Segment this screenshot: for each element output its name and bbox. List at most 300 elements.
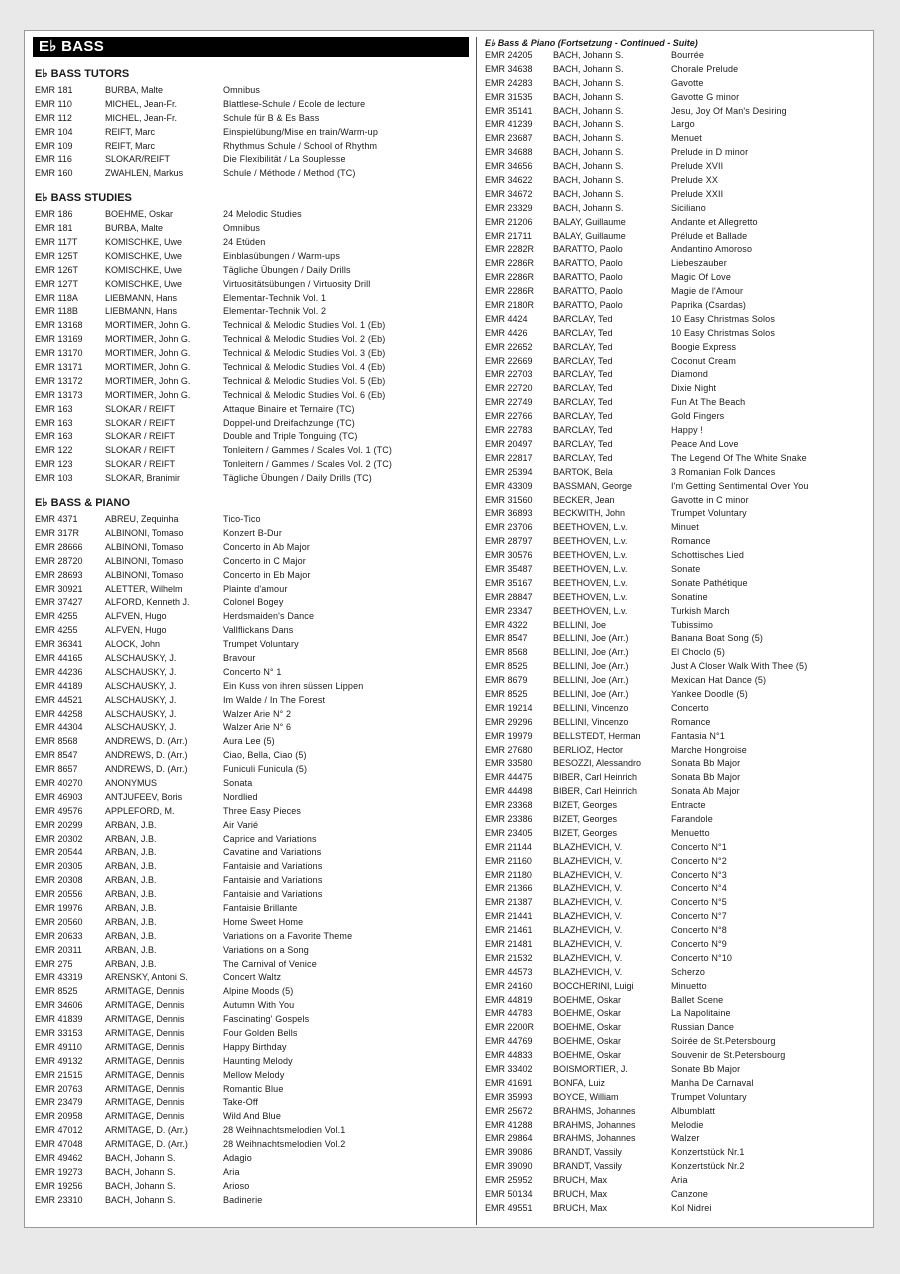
work-title: Just A Closer Walk With Thee (5) [671, 661, 808, 672]
work-title: Prélude et Ballade [671, 230, 748, 241]
catalog-entry [33, 84, 469, 98]
catalog-entry [33, 153, 469, 167]
catalog-entry [483, 882, 867, 896]
catalog-number: EMR 34622 [485, 175, 533, 186]
work-title: Virtuositätsübungen / Virtuosity Drill [223, 278, 371, 289]
composer-name: KOMISCHKE, Uwe [105, 237, 183, 248]
catalog-entry [483, 188, 867, 202]
catalog-number: EMR 117T [35, 237, 78, 248]
composer-name: BACH, Johann S. [553, 175, 624, 186]
catalog-number: EMR 125T [35, 250, 79, 261]
composer-name: BRAHMS, Johannes [553, 1119, 636, 1130]
catalog-entry [483, 105, 867, 119]
work-title: Sonate Bb Major [671, 1064, 741, 1075]
catalog-entry [33, 708, 469, 722]
catalog-entry [483, 77, 867, 91]
work-title: 28 Weihnachtsmelodien Vol.1 [223, 1125, 346, 1136]
work-title: Four Golden Bells [223, 1028, 298, 1038]
work-title: Concerto N° 1 [223, 666, 282, 677]
work-title: Technical & Melodic Studies Vol. 5 (Eb) [223, 375, 386, 386]
composer-name: ALFVEN, Hugo [105, 611, 167, 622]
work-title: Schule für B & Es Bass [223, 112, 320, 123]
work-title: I'm Getting Sentimental Over You [671, 480, 809, 491]
composer-name: ARMITAGE, Dennis [105, 1041, 185, 1052]
work-title: Bourrée [671, 50, 705, 60]
catalog-entry [483, 410, 867, 424]
catalog-number: EMR 28847 [485, 591, 533, 602]
composer-name: MORTIMER, John G. [105, 375, 191, 386]
catalog-number: EMR 49462 [35, 1153, 83, 1164]
composer-name: BACH, Johann S. [553, 91, 624, 102]
catalog-entry [483, 1202, 867, 1216]
work-title: Variations on a Favorite Theme [223, 930, 353, 941]
composer-name: ARMITAGE, Dennis [105, 1028, 185, 1038]
catalog-number: EMR 19976 [35, 902, 83, 913]
work-title: Herdsmaiden's Dance [223, 611, 315, 622]
catalog-number: EMR 21515 [35, 1069, 83, 1080]
work-title: Prelude XX [671, 175, 719, 186]
work-title: Schottisches Lied [671, 550, 745, 561]
catalog-entry [33, 389, 469, 403]
catalog-number: EMR 19256 [35, 1180, 83, 1191]
catalog-number: EMR 21532 [485, 952, 533, 963]
work-title: Tico-Tico [223, 514, 261, 525]
catalog-number: EMR 20308 [35, 875, 83, 886]
catalog-entry [33, 1124, 469, 1138]
catalog-entry [33, 472, 469, 486]
catalog-number: EMR 28666 [35, 541, 83, 552]
composer-name: BARTOK, Bela [553, 466, 613, 477]
catalog-entry [33, 278, 469, 292]
work-title: Fantaisie and Variations [223, 889, 323, 900]
work-title: Technical & Melodic Studies Vol. 1 (Eb) [223, 320, 386, 331]
catalog-number: EMR 275 [35, 958, 73, 969]
work-title: Doppel-und Dreifachzunge (TC) [223, 417, 355, 428]
composer-name: ARMITAGE, Dennis [105, 1111, 185, 1122]
catalog-number: EMR 20311 [35, 944, 82, 955]
work-title: Coconut Cream [671, 355, 736, 366]
work-title: Chorale Prelude [671, 63, 739, 74]
work-title: Einblasübungen / Warm-ups [223, 250, 340, 261]
catalog-entry [483, 257, 867, 271]
composer-name: BEETHOVEN, L.v. [553, 522, 628, 533]
catalog-entry [33, 305, 469, 319]
work-title: Dixie Night [671, 383, 717, 394]
composer-name: SLOKAR / REIFT [105, 445, 176, 456]
catalog-entry [483, 63, 867, 77]
work-title: Marche Hongroise [671, 744, 747, 755]
work-title: Andante et Allegretto [671, 216, 758, 227]
catalog-number: EMR 20299 [35, 819, 83, 830]
work-title: Konzertstück Nr.2 [671, 1161, 745, 1172]
catalog-number: EMR 123 [35, 459, 73, 470]
composer-name: ARBAN, J.B. [105, 861, 157, 872]
composer-name: ALSCHAUSKY, J. [105, 722, 177, 733]
catalog-number: EMR 8525 [35, 986, 78, 997]
continued-section-title: E♭ Bass & Piano (Fortsetzung - Continued - Suite) [485, 38, 698, 48]
catalog-entry [483, 674, 867, 688]
work-title: 24 Etüden [223, 237, 266, 248]
composer-name: BRUCH, Max [553, 1202, 608, 1213]
catalog-number: EMR 39090 [485, 1161, 533, 1172]
catalog-banner: E♭ BASS [33, 37, 469, 57]
work-title: Turkish March [671, 605, 730, 616]
catalog-entry [483, 577, 867, 591]
composer-name: SLOKAR/REIFT [105, 154, 171, 165]
composer-name: BARATTO, Paolo [553, 244, 623, 255]
work-title: Wild And Blue [223, 1111, 281, 1122]
work-title: Concerto N°9 [671, 939, 727, 949]
work-title: Concerto N°7 [671, 911, 727, 922]
composer-name: ALSCHAUSKY, J. [105, 666, 177, 677]
catalog-entry [483, 382, 867, 396]
column-divider [476, 37, 477, 1225]
catalog-number: EMR 2200R [485, 1022, 535, 1033]
section-title: E♭ BASS TUTORS [35, 68, 130, 80]
composer-name: MORTIMER, John G. [105, 334, 191, 345]
composer-name: BRANDT, Vassily [553, 1147, 622, 1158]
composer-name: ALBINONI, Tomaso [105, 541, 184, 552]
catalog-number: EMR 23368 [485, 800, 533, 811]
catalog-number: EMR 21481 [485, 939, 533, 949]
catalog-entry [33, 777, 469, 791]
composer-name: LIEBMANN, Hans [105, 292, 178, 303]
composer-name: BEETHOVEN, L.v. [553, 591, 628, 602]
composer-name: APPLEFORD, M. [105, 805, 175, 816]
catalog-number: EMR 44236 [35, 666, 83, 677]
catalog-number: EMR 110 [35, 98, 72, 109]
composer-name: BARCLAY, Ted [553, 438, 613, 449]
work-title: Three Easy Pieces [223, 805, 302, 816]
catalog-number: EMR 13171 [35, 362, 83, 373]
composer-name: BIZET, Georges [553, 827, 618, 838]
catalog-number: EMR 23347 [485, 605, 533, 616]
catalog-number: EMR 25394 [485, 466, 533, 477]
composer-name: ZWAHLEN, Markus [105, 168, 184, 179]
work-title: Konzert B-Dur [223, 527, 282, 538]
work-title: Concerto N°10 [671, 952, 733, 963]
catalog-number: EMR 23706 [485, 522, 533, 533]
work-title: Sonata Ab Major [671, 786, 740, 797]
work-title: Peace And Love [671, 438, 739, 449]
catalog-entry [483, 716, 867, 730]
catalog-entry [483, 827, 867, 841]
catalog-number: EMR 22703 [485, 369, 533, 380]
composer-name: BLAZHEVICH, V. [553, 939, 623, 949]
composer-name: SLOKAR / REIFT [105, 459, 176, 470]
work-title: Tonleitern / Gammes / Scales Vol. 2 (TC) [223, 459, 393, 470]
work-title: Concerto N°2 [671, 855, 727, 866]
work-title: Alpine Moods (5) [223, 986, 294, 997]
catalog-entry [483, 771, 867, 785]
composer-name: BACH, Johann S. [105, 1180, 176, 1191]
work-title: Ein Kuss von ihren süssen Lippen [223, 680, 364, 691]
catalog-number: EMR 163 [35, 431, 73, 442]
catalog-number: EMR 8568 [485, 647, 528, 658]
composer-name: BONFA, Luiz [553, 1077, 606, 1088]
catalog-entry [33, 583, 469, 597]
catalog-entry [483, 438, 867, 452]
catalog-number: EMR 22783 [485, 425, 533, 436]
catalog-entry [483, 507, 867, 521]
composer-name: ALSCHAUSKY, J. [105, 680, 177, 691]
composer-name: ALSCHAUSKY, J. [105, 652, 177, 663]
composer-name: KOMISCHKE, Uwe [105, 264, 183, 275]
catalog-number: EMR 34638 [485, 63, 533, 74]
catalog-number: EMR 47012 [35, 1125, 83, 1136]
catalog-entry [483, 1160, 867, 1174]
catalog-entry [483, 744, 867, 758]
composer-name: BARCLAY, Ted [553, 397, 613, 408]
catalog-number: EMR 39086 [485, 1147, 533, 1158]
catalog-number: EMR 8679 [485, 675, 528, 686]
catalog-number: EMR 4371 [35, 514, 78, 525]
catalog-entry [33, 930, 469, 944]
catalog-number: EMR 44783 [485, 1008, 533, 1019]
catalog-number: EMR 163 [35, 417, 73, 428]
catalog-entry [33, 846, 469, 860]
work-title: La Napolitaine [671, 1008, 731, 1019]
catalog-entry [483, 549, 867, 563]
work-title: Die Flexibilität / La Souplesse [223, 154, 346, 165]
composer-name: BACH, Johann S. [105, 1153, 176, 1164]
catalog-entry [483, 869, 867, 883]
catalog-number: EMR 112 [35, 112, 72, 123]
work-title: Caprice and Variations [223, 833, 317, 844]
composer-name: BIZET, Georges [553, 800, 618, 811]
catalog-number: EMR 116 [35, 154, 72, 165]
catalog-entry [483, 216, 867, 230]
catalog-entry [33, 250, 469, 264]
work-title: Home Sweet Home [223, 916, 304, 927]
catalog-entry [33, 860, 469, 874]
catalog-number: EMR 49110 [35, 1041, 82, 1052]
catalog-entry [483, 646, 867, 660]
catalog-number: EMR 35167 [485, 577, 533, 588]
catalog-number: EMR 36893 [485, 508, 533, 519]
catalog-entry [33, 763, 469, 777]
composer-name: ALBINONI, Tomaso [105, 569, 184, 580]
catalog-entry [33, 555, 469, 569]
catalog-entry [33, 222, 469, 236]
composer-name: BELLINI, Joe (Arr.) [553, 661, 629, 672]
work-title: Elementar-Technik Vol. 2 [223, 306, 327, 317]
catalog-entry [33, 458, 469, 472]
composer-name: ANTJUFEEV, Boris [105, 791, 183, 802]
composer-name: BLAZHEVICH, V. [553, 841, 623, 852]
catalog-number: EMR 8547 [35, 750, 78, 761]
composer-name: BRANDT, Vassily [553, 1161, 622, 1172]
catalog-number: EMR 47048 [35, 1139, 83, 1150]
catalog-entry [33, 1069, 469, 1083]
catalog-entry [483, 160, 867, 174]
catalog-entry [33, 126, 469, 140]
work-title: Menuetto [671, 827, 710, 838]
work-title: Mellow Melody [223, 1069, 285, 1080]
work-title: Tonleitern / Gammes / Scales Vol. 1 (TC) [223, 445, 393, 456]
work-title: Im Walde / In The Forest [223, 694, 326, 705]
work-title: Arioso [223, 1180, 250, 1191]
work-title: Walzer [671, 1133, 700, 1144]
work-title: Gavotte in C minor [671, 494, 749, 505]
work-title: Sonate Pathétique [671, 577, 748, 588]
catalog-number: EMR 33153 [35, 1028, 83, 1038]
work-title: 24 Melodic Studies [223, 209, 302, 220]
catalog-number: EMR 22669 [485, 355, 533, 366]
catalog-number: EMR 28797 [485, 536, 533, 547]
catalog-entry [33, 1083, 469, 1097]
catalog-number: EMR 13170 [35, 348, 83, 359]
catalog-entry [33, 971, 469, 985]
catalog-number: EMR 19979 [485, 730, 533, 741]
catalog-entry [483, 980, 867, 994]
catalog-entry [483, 660, 867, 674]
work-title: Paprika (Csardas) [671, 300, 747, 311]
composer-name: ARMITAGE, Dennis [105, 1055, 185, 1066]
work-title: Romance [671, 536, 711, 547]
composer-name: ARBAN, J.B. [105, 930, 157, 941]
composer-name: BACH, Johann S. [553, 147, 624, 158]
composer-name: ARBAN, J.B. [105, 833, 157, 844]
catalog-number: EMR 34672 [485, 188, 533, 199]
right-column [483, 37, 867, 1216]
composer-name: ARBAN, J.B. [105, 875, 157, 886]
composer-name: BELLINI, Vincenzo [553, 702, 629, 713]
work-title: Cavatine and Variations [223, 847, 322, 858]
catalog-number: EMR 34606 [35, 1000, 83, 1011]
catalog-entry [483, 1077, 867, 1091]
catalog-number: EMR 20302 [35, 833, 83, 844]
work-title: Omnibus [223, 85, 261, 95]
work-title: Trumpet Voluntary [671, 1091, 747, 1102]
work-title: Double and Triple Tonguing (TC) [223, 431, 358, 442]
composer-name: BLAZHEVICH, V. [553, 897, 623, 908]
composer-name: BELLSTEDT, Herman [553, 730, 641, 741]
composer-name: BEETHOVEN, L.v. [553, 563, 628, 574]
catalog-number: EMR 13173 [35, 389, 83, 400]
work-title: Minuet [671, 522, 699, 533]
composer-name: ALFORD, Kenneth J. [105, 597, 190, 608]
catalog-number: EMR 44304 [35, 722, 83, 733]
work-title: Trumpet Voluntary [671, 508, 747, 519]
catalog-entry [33, 208, 469, 222]
catalog-entry [33, 264, 469, 278]
catalog-number: EMR 20958 [35, 1111, 83, 1122]
catalog-number: EMR 35141 [485, 105, 533, 116]
composer-name: BRAHMS, Johannes [553, 1133, 636, 1144]
catalog-entry [483, 966, 867, 980]
catalog-entry [483, 1035, 867, 1049]
catalog-entry [483, 313, 867, 327]
catalog-number: EMR 28693 [35, 569, 83, 580]
catalog-entry [483, 452, 867, 466]
catalog-entry [483, 230, 867, 244]
work-title: Melodie [671, 1119, 704, 1130]
catalog-entry [33, 749, 469, 763]
composer-name: BLAZHEVICH, V. [553, 869, 623, 880]
composer-name: BARCLAY, Ted [553, 313, 613, 324]
catalog-number: EMR 127T [35, 278, 79, 289]
catalog-entry [483, 730, 867, 744]
catalog-number: EMR 4255 [35, 611, 78, 622]
catalog-entry [483, 355, 867, 369]
catalog-number: EMR 35487 [485, 563, 533, 574]
work-title: Concerto N°5 [671, 897, 727, 908]
composer-name: BURBA, Malte [105, 223, 164, 234]
catalog-number: EMR 122 [35, 445, 73, 456]
catalog-number: EMR 22720 [485, 383, 533, 394]
catalog-number: EMR 35993 [485, 1091, 533, 1102]
work-title: Rhythmus Schule / School of Rhythm [223, 140, 378, 151]
catalog-number: EMR 23405 [485, 827, 533, 838]
catalog-entry [33, 1152, 469, 1166]
catalog-number: EMR 34688 [485, 147, 533, 158]
composer-name: BELLINI, Joe (Arr.) [553, 647, 629, 658]
work-title: Concerto in Eb Major [223, 569, 311, 580]
catalog-number: EMR 20763 [35, 1083, 83, 1094]
composer-name: BARATTO, Paolo [553, 300, 623, 311]
left-column [33, 37, 469, 1208]
composer-name: MICHEL, Jean-Fr. [105, 98, 178, 109]
work-title: Fascinating' Gospels [223, 1014, 310, 1025]
catalog-entry [33, 1055, 469, 1069]
catalog-entry [33, 1027, 469, 1041]
composer-name: BLAZHEVICH, V. [553, 966, 623, 977]
work-title: Walzer Arie N° 6 [223, 722, 292, 733]
work-title: Entracte [671, 800, 706, 811]
catalog-entry [483, 91, 867, 105]
composer-name: BEETHOVEN, L.v. [553, 605, 628, 616]
composer-name: BALAY, Guillaume [553, 216, 626, 227]
catalog-entry [33, 944, 469, 958]
catalog-entry [483, 146, 867, 160]
composer-name: MORTIMER, John G. [105, 320, 191, 331]
work-title: Prelude in D minor [671, 147, 749, 158]
catalog-entry [33, 1180, 469, 1194]
catalog-entry [483, 299, 867, 313]
work-title: Largo [671, 119, 695, 130]
catalog-entry [33, 541, 469, 555]
composer-name: ALOCK, John [105, 639, 161, 650]
composer-name: BACH, Johann S. [553, 77, 624, 88]
work-title: Vallflickans Dans [223, 625, 294, 636]
catalog-entry [483, 521, 867, 535]
catalog-number: EMR 8525 [485, 661, 528, 672]
composer-name: BRUCH, Max [553, 1189, 608, 1200]
catalog-entry [483, 1105, 867, 1119]
catalog-number: EMR 44498 [485, 786, 533, 797]
catalog-entry [483, 535, 867, 549]
catalog-entry [33, 721, 469, 735]
work-title: Funiculi Funicula (5) [223, 764, 308, 775]
catalog-number: EMR 22766 [485, 411, 533, 422]
catalog-number: EMR 24160 [485, 980, 533, 991]
composer-name: BECKER, Jean [553, 494, 615, 505]
work-title: The Carnival of Venice [223, 958, 317, 969]
work-title: Fantaisie Brillante [223, 902, 298, 913]
work-title: Elementar-Technik Vol. 1 [223, 292, 327, 303]
work-title: Aria [671, 1175, 688, 1186]
work-title: Trumpet Voluntary [223, 639, 299, 650]
work-title: 10 Easy Christmas Solos [671, 313, 775, 324]
catalog-number: EMR 118B [35, 306, 78, 317]
catalog-number: EMR 25672 [485, 1105, 533, 1116]
composer-name: BOYCE, William [553, 1091, 619, 1102]
work-title: Concert Waltz [223, 972, 282, 983]
catalog-number: EMR 46903 [35, 791, 83, 802]
catalog-number: EMR 21160 [485, 855, 532, 866]
catalog-number: EMR 22652 [485, 341, 533, 352]
